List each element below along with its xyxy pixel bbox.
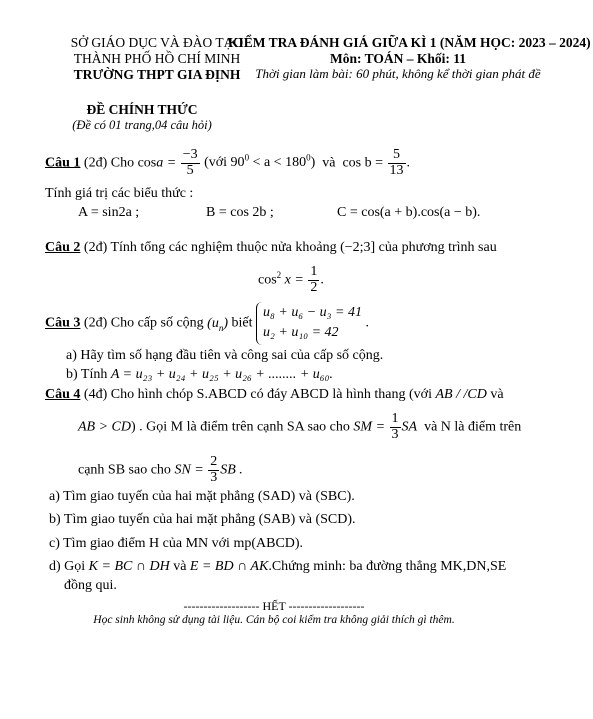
sequence-symbol: $(u_n)$	[207, 315, 229, 333]
question-1-instruction: Tính giá trị các biểu thức :	[45, 186, 194, 201]
question-1-condition: (với $90^0 < a < 180^0$)	[204, 152, 316, 171]
footer-note: Học sinh không sử dụng tài liệu. Cán bộ coi kiểm tra không giải thích gì thêm.	[93, 614, 455, 626]
official-note: (Đề có 01 trang,04 câu hỏi)	[72, 118, 212, 132]
question-4-label: Câu 4	[45, 387, 81, 402]
question-2-text-2: của phương trình sau	[378, 240, 497, 255]
question-2-label: Câu 2	[45, 240, 81, 255]
expression-c: C = cos(a + b).cos(a − b).	[337, 205, 481, 220]
question-3-text-2: biết	[231, 315, 253, 331]
question-3-label: Câu 3	[45, 315, 81, 331]
subject-line: Môn: TOÁN – Khối: 11	[329, 51, 467, 66]
department-line-2: THÀNH PHỐ HỒ CHÍ MINH	[73, 51, 241, 66]
question-2-text: (2đ) Tính tổng các nghiệm thuộc nửa khoảng	[83, 240, 337, 255]
question-3-text: (2đ) Cho cấp số cộng	[83, 315, 204, 331]
question-1-label: Câu 1	[45, 155, 81, 171]
time-note: Thời gian làm bài: 60 phút, không kể thời gian phát đề	[255, 66, 541, 81]
question-4-text: (4đ) Cho hình chóp S.ABCD có đáy ABCD là hình thang (với	[83, 387, 432, 402]
question-4-line-1: Câu 4 (4đ) Cho hình chóp S.ABCD có đáy ABCD là hình thang (với AB / /CD và	[45, 387, 504, 402]
question-1-text: Cho cos	[110, 155, 157, 171]
question-2-line	[45, 240, 497, 256]
question-1-cosb: cos b =	[342, 155, 384, 171]
question-4-part-d-line-2: đồng qui.	[64, 578, 117, 593]
fraction-one-third: $\frac{1}{3}$	[391, 411, 399, 442]
official-label: ĐỀ CHÍNH THỨC	[86, 102, 198, 117]
exam-title: KIỂM TRA ĐÁNH GIÁ GIỮA KÌ 1 (NĂM HỌC: 2023 – 2024)	[228, 35, 591, 50]
question-4-part-b: b) Tìm giao tuyến của hai mặt phẳng (SAB) và (SCD).	[49, 512, 356, 527]
end-marker: ------------------- HẾT -------------------	[183, 599, 365, 613]
question-1-and: và	[322, 155, 336, 171]
question-3-part-a: a) Hãy tìm số hạng đầu tiên và công sai của cấp số cộng.	[66, 348, 384, 363]
school-name: TRƯỜNG THPT GIA ĐỊNH	[73, 67, 241, 82]
fraction-cos-b: $\frac{5}{13}$	[389, 147, 404, 178]
fraction-half: $\frac{1}{2}$	[310, 264, 318, 295]
question-4-line-3: cạnh SB sao cho SN = $\frac{2}{3}$ SB .	[78, 454, 243, 485]
question-1-var: a =	[156, 155, 177, 171]
expression-a: A = sin2a ;	[78, 205, 140, 220]
question-4-line-2: AB > CD) . Gọi M là điểm trên cạnh SA sao cho SM = $\frac{1}{3}$ SA và N là điểm trên	[78, 411, 522, 442]
question-3-line: Câu 3 (2đ) Cho cấp số cộng $(u_n)$ biết u₈ + u₆ − u₃ = 41 u₂ + u₁₀ = 42 .	[45, 302, 369, 345]
fraction-two-thirds: $\frac{2}{3}$	[210, 454, 218, 485]
fraction-cos-a: $\frac{-3}{5}$	[182, 147, 198, 178]
expression-b: B = cos 2b ;	[206, 205, 274, 220]
question-4-part-d: d) Gọi K = BC ∩ DH và E = BD ∩ AK.Chứng minh: ba đường thẳng MK,DN,SE	[49, 559, 507, 574]
department-line-1: SỞ GIÁO DỤC VÀ ĐÀO TẠO	[70, 35, 244, 50]
question-1-line: Câu 1 (2đ) Cho cosa = $\frac{-3}{5}$ (với $90^0 < a < 180^0$) và cos b = $\frac{5}{13}$ .	[45, 147, 411, 178]
question-2-equation: $\cos^2 x$ = $\frac{1}{2}$ .	[258, 264, 324, 295]
question-2-interval: (−2;3]	[340, 240, 376, 255]
equation-system: u₈ + u₆ − u₃ = 41 u₂ + u₁₀ = 42	[256, 302, 362, 345]
question-4-part-a: a) Tìm giao tuyến của hai mặt phẳng (SAD) và (SBC).	[49, 489, 355, 504]
question-3-part-b: b) Tính A = u₂₃ + u₂₄ + u₂₅ + u₂₆ + ........ + u₆₀.	[66, 367, 334, 382]
question-1-points: (2đ)	[83, 155, 108, 171]
question-4-part-c: c) Tìm giao điểm H của MN với mp(ABCD).	[49, 536, 304, 551]
